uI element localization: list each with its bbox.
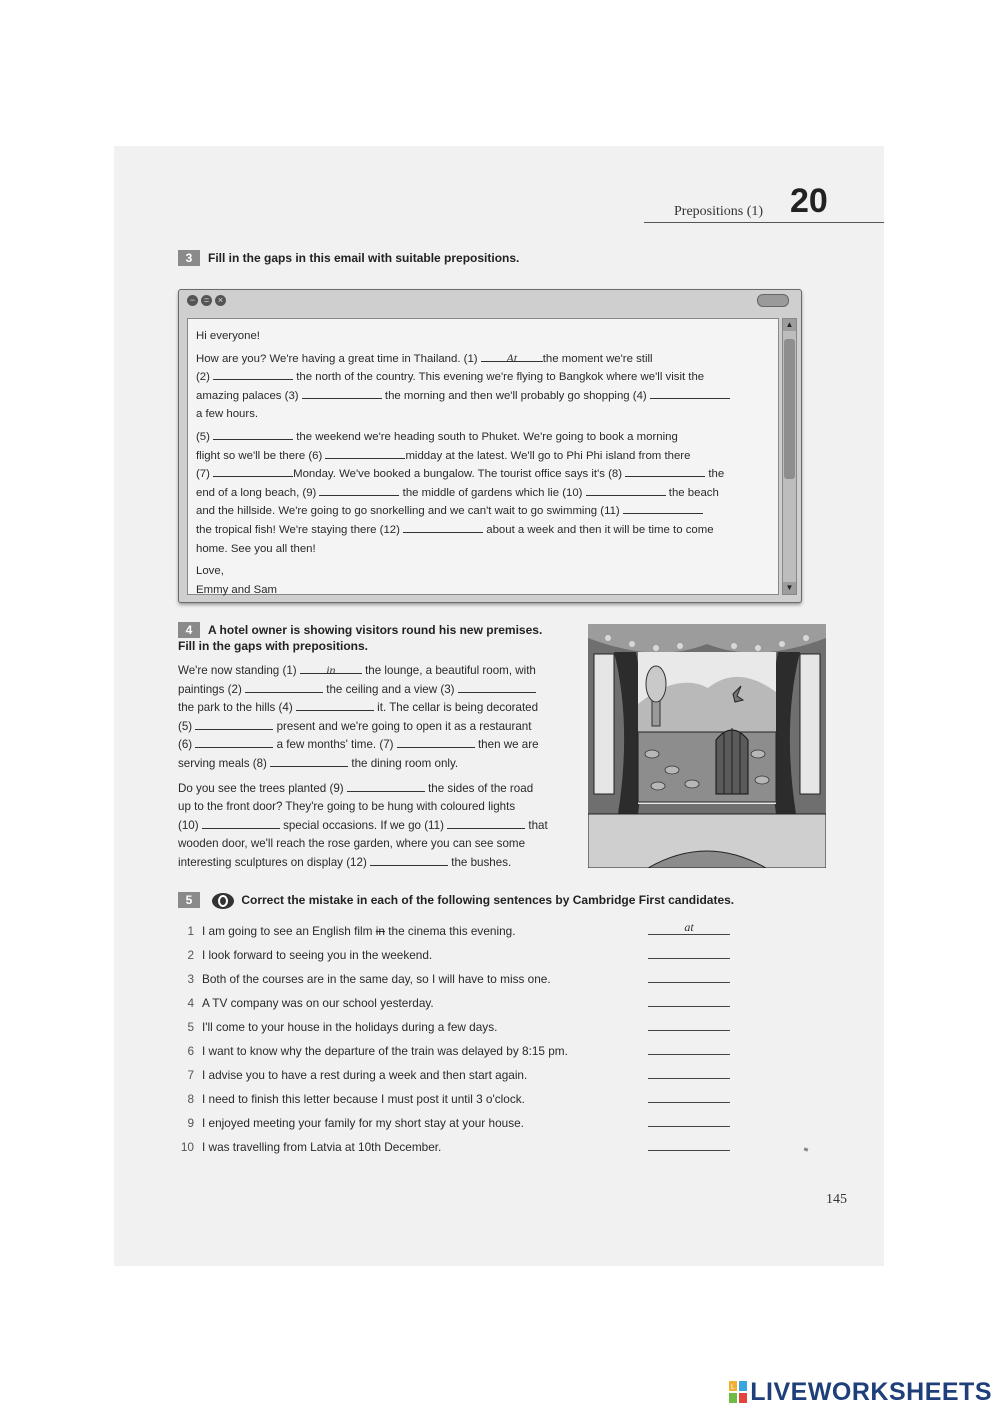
exercise-4-number: 4 [178,622,200,638]
sentence-9: I enjoyed meeting your family for my short stay at your house. [202,1116,524,1130]
page-number: 145 [826,1192,847,1207]
item-number: 1 [187,924,194,938]
gap-2[interactable] [213,368,293,380]
text: (10) [178,818,202,832]
exercise-3-heading [178,250,519,266]
email-window [178,289,802,603]
text: the cinema this evening. [384,924,516,938]
answer-line-4[interactable] [648,1006,730,1007]
answer-line-3[interactable] [648,982,730,983]
email-body [187,318,779,595]
text: the [705,468,725,481]
ex4-gap-1[interactable] [300,662,362,677]
item-number: 10 [180,1140,194,1154]
text: (2) [196,371,214,384]
answer-line-9[interactable] [648,1126,730,1127]
exercise-4-paragraph-1 [178,662,578,774]
stone-wall [638,732,776,802]
exercise-4-instruction-line1: A hotel owner is showing visitors round his new premises. [208,623,543,637]
list-item [174,1140,774,1164]
ex4-gap-10[interactable] [202,817,280,829]
text: it. The cellar is being decorated [373,701,539,715]
struck-word: in [375,924,385,938]
list-item [174,1116,774,1140]
email-paragraph-2 [196,428,776,558]
answer-line-8[interactable] [648,1102,730,1103]
exam-tip-icon [211,892,235,910]
liveworksheets-wordmark: LIVEWORKSHEETS [750,1377,992,1406]
text: about a week and then it will be time to come [483,523,714,536]
exercise-5-heading [178,892,734,910]
gap-4[interactable] [650,387,730,399]
text: wooden door, we'll reach the rose garden, where you can see some [178,837,526,851]
text: end of a long beach, (9) [196,486,320,499]
exercise-4-paragraph-2 [178,780,578,873]
text: the sides of the road [424,781,534,795]
gap-11[interactable] [623,502,703,514]
gap-10[interactable] [586,484,666,496]
text: special occasions. If we go (11) [279,818,448,832]
text: the ceiling and a view (3) [323,682,458,696]
text: the tropical fish! We're staying there (12) [196,523,404,536]
text: the park to the hills (4) [178,701,296,715]
gap-1[interactable] [481,350,543,365]
answer-line-7[interactable] [648,1078,730,1079]
gap-12[interactable] [403,521,483,533]
answer-line-5[interactable] [648,1030,730,1031]
ex4-gap-11[interactable] [447,817,525,829]
list-item [174,1044,774,1068]
text: amazing palaces (3) [196,389,302,402]
exercise-3-instruction: Fill in the gaps in this email with suitable prepositions. [208,251,520,265]
text: then we are [474,738,539,752]
liveworksheets-brand[interactable] [729,1377,992,1407]
answer-line-2[interactable] [648,958,730,959]
email-scrollbar[interactable] [782,318,797,595]
gap-3[interactable] [302,387,382,399]
gap-8[interactable] [625,465,705,477]
gap-1-answer: At [506,350,518,365]
logo-letter: L [731,1384,736,1391]
hotel-window-illustration [588,624,826,868]
email-text [196,327,776,603]
unit-title: Prepositions (1) [674,204,764,219]
worksheet-page [114,146,884,1266]
ex4-gap-7[interactable] [397,736,475,748]
text: a few months' time. (7) [273,738,397,752]
text: I am going to see an English film [202,924,376,938]
item-number: 8 [187,1092,194,1106]
text: present and we're going to open it as a restaurant [273,719,532,733]
item-number: 7 [187,1068,194,1082]
text: (6) [178,738,196,752]
list-item [174,996,774,1020]
list-item [174,1068,774,1092]
answer-line-6[interactable] [648,1054,730,1055]
list-item [174,972,774,996]
exercise-4-heading [178,622,542,654]
list-item [174,1092,774,1116]
text: Monday. We've booked a bungalow. The tourist office says it's (8) [293,468,626,481]
sentence-4: A TV company was on our school yesterday. [202,996,434,1010]
ex4-gap-8[interactable] [270,755,348,767]
text: the morning and then we'll probably go shopping (4) [381,389,650,402]
item-number: 3 [187,972,194,986]
answer-line-10[interactable] [648,1150,730,1151]
scroll-down-icon[interactable]: ▼ [783,582,796,594]
zoom-icon[interactable]: = [201,295,212,306]
ex4-gap-12[interactable] [370,854,448,866]
text: the north of the country. This evening we're flying to Bangkok where we'll visit the [293,371,705,384]
exercise-3-number: 3 [178,250,200,266]
text: (5) [196,430,214,443]
exercise-5-number: 5 [178,892,200,908]
sentence-5: I'll come to your house in the holidays during a few days. [202,1020,498,1034]
text: the lounge, a beautiful room, with [361,664,536,677]
minimize-icon[interactable]: − [187,295,198,306]
scroll-thumb[interactable] [784,339,795,479]
tree-crown [646,666,666,702]
header-rule [644,222,884,223]
item-number: 4 [187,996,194,1010]
text: (5) [178,719,196,733]
right-window-pane [800,654,820,794]
text: Do you see the trees planted (9) [178,781,347,795]
exercise-5-instruction: Correct the mistake in each of the following sentences by Cambridge First candidates. [241,893,735,908]
text: the weekend we're heading south to Phuket. We're going to book a morning [293,430,678,443]
text: (7) [196,468,214,481]
text: flight so we'll be there (6) [196,449,326,462]
ex4-gap-1-answer: in [326,663,336,677]
text: up to the front door? They're going to be hung with coloured lights [178,800,516,814]
gap-9[interactable] [319,484,399,496]
answer-1: at [684,920,694,934]
text: a few hours. [196,408,259,421]
sentence-8: I need to finish this letter because I must post it until 3 o'clock. [202,1092,525,1106]
gap-5[interactable] [213,428,293,440]
list-item [174,1020,774,1044]
close-icon[interactable]: × [215,295,226,306]
sentence-7: I advise you to have a rest during a week and then start again. [202,1068,528,1082]
text: the moment we're still [542,352,653,365]
email-signature: Emmy and Sam [196,583,278,596]
email-closing: Love, [196,565,224,578]
email-greeting: Hi everyone! [196,330,260,342]
exercise-4-text [178,662,578,879]
sentence-6: I want to know why the departure of the train was delayed by 8:15 pm. [202,1044,568,1058]
item-number: 6 [187,1044,194,1058]
text: the beach [665,486,719,499]
text: midday at the latest. We'll go to Phi Phi island from there [405,449,691,462]
text: We're now standing (1) [178,664,300,677]
answer-line-1[interactable] [648,920,730,935]
sentence-10: I was travelling from Latvia at 10th December. [202,1140,442,1154]
sentence-3: Both of the courses are in the same day, so I will have to miss one. [202,972,551,986]
exercise-5-list [174,920,774,1164]
text: that [525,818,548,832]
sentence-2: I look forward to seeing you in the weekend. [202,948,433,962]
liveworksheets-logo-icon [729,1381,747,1403]
exercise-4-instruction-line2: Fill in the gaps with prepositions. [178,639,369,653]
ex4-gap-6[interactable] [195,736,273,748]
list-item [174,948,774,972]
left-window-pane [594,654,614,794]
scroll-up-icon[interactable]: ▲ [783,319,796,331]
gap-6[interactable] [325,447,405,459]
text: paintings (2) [178,682,246,696]
unit-number: 20 [790,182,828,220]
text: the middle of gardens which lie (10) [399,486,586,499]
ex4-gap-5[interactable] [195,718,273,730]
text: How are you? We're having a great time in Thailand. (1) [196,352,481,365]
list-item [174,920,774,948]
item-number: 9 [187,1116,194,1130]
ex4-gap-2[interactable] [245,681,323,693]
item-number: 2 [187,948,194,962]
ex4-gap-9[interactable] [347,780,425,792]
text: and the hillside. We're going to go snorkelling and we can't wait to go swimming (11) [196,505,623,518]
toolbar-toggle-button[interactable] [757,294,789,307]
ex4-gap-4[interactable] [296,699,374,711]
text: home. See you all then! [196,542,316,555]
text: the bushes. [448,855,512,869]
text: interesting sculptures on display (12) [178,855,371,869]
sentence-1 [202,924,515,938]
gap-7[interactable] [213,465,293,477]
email-paragraph-1 [196,350,776,424]
text: the dining room only. [348,756,459,770]
ex4-gap-3[interactable] [458,681,536,693]
stray-mark [804,1147,809,1151]
text: serving meals (8) [178,756,271,770]
item-number: 5 [187,1020,194,1034]
